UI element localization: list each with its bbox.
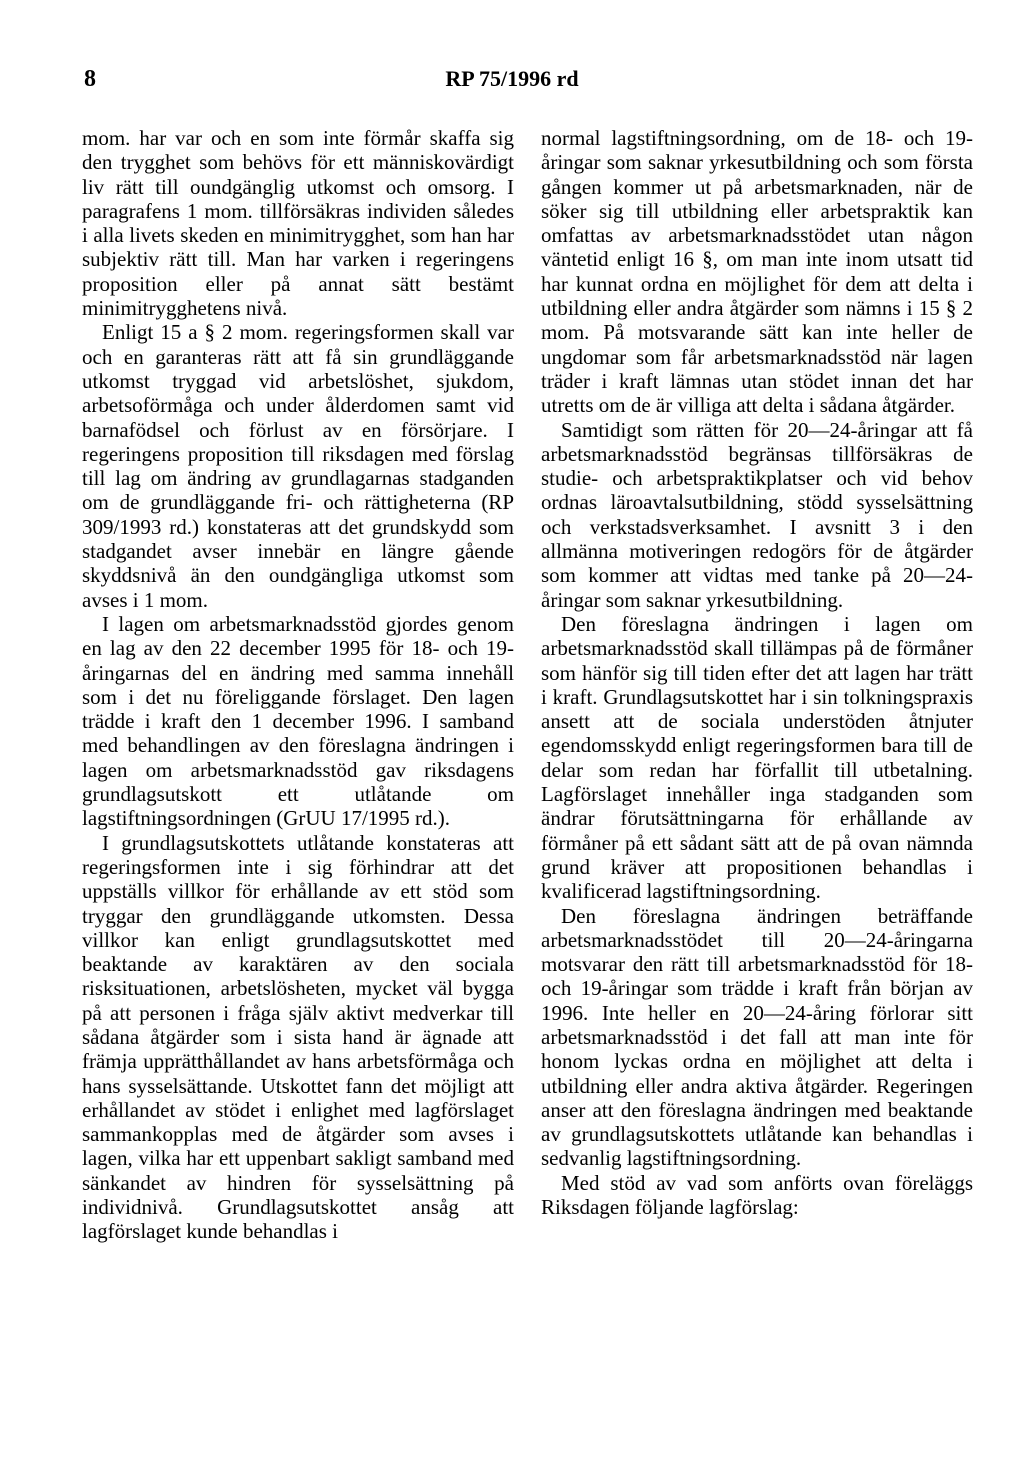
paragraph: Enligt 15 a § 2 mom. regeringsformen skall var och en garanteras rätt att få sin grundläggande utkomst tryggad vid arbetslöshet, sjukdom, arbetsoförmåga och under ålderdomen samt vid barnafödsel och förlust av en försörjare. I regeringens proposition till riksdagen med förslag till lag om ändring av grundlagarnas stadganden om de grundläggande fri- och rättigheterna (RP 309/1993 rd.) konstateras att det grundskydd som stadgandet avser innebär en längre gående skyddsnivå än den oundgängliga utkomst som avses i 1 mom. <box>82 320 514 612</box>
paragraph: I lagen om arbetsmarknadsstöd gjordes genom en lag av den 22 december 1995 för 18- och 19-åringarnas del en ändring med samma innehåll som i det nu föreliggande förslaget. Den lagen trädde i kraft den 1 december 1996. I samband med behandlingen av den föreslagna ändringen i lagen om arbetsmarknadsstöd gav riksdagens grundlagsutskott ett utlåtande om lagstiftningsordningen (GrUU 17/1995 rd.). <box>82 611 514 831</box>
paragraph: Den föreslagna ändringen i lagen om arbetsmarknadsstöd skall tillämpas på de förmåner som hänför sig till tiden efter det att lagen har trätt i kraft. Grundlagsutskottet har i sin tolkningspraxis ansett att de sociala understöden åtnjuter egendomsskydd enligt regeringsformen bara till de delar som redan har förfallit till utbetalning. Lagförslaget innehåller inga stadganden som ändrar förutsättningarna för erhållande av förmåner på ett sådant sätt att de på ovan nämnda grund kräver att propositionen behandlas i kvalificerad lagstiftningsordning. <box>541 611 973 904</box>
paragraph: Med stöd av vad som anförts ovan föreläggs Riksdagen följande lagförslag: <box>541 1170 973 1220</box>
page-number: 8 <box>84 66 96 92</box>
paragraph: I grundlagsutskottets utlåtande konstateras att regeringsformen inte i sig förhindrar att det uppställs villkor för erhållande av ett stöd som tryggar den grundläggande utkomsten. Dessa villkor kan enligt grundlagsutskottet med beaktande av karaktären av den sociala risksituationen, arbetslösheten, mycket väl bygga på att personen i fråga själv aktivt medverkar till sådana åtgärder som i sista hand är ägnade att främja upprätthållandet av hans arbetsförmåga och hans sysselsättande. Utskottet fann det möjligt att erhållandet av stödet i enlighet med lagförslaget sammankopplas med de åtgärder som avses i lagen, vilka har ett uppenbart sakligt samband med sänkandet av hindren för sysselsättning på individnivå. Grundlagsutskottet ansåg att lagförslaget kunde behandlas i <box>82 830 514 1244</box>
paragraph: Samtidigt som rätten för 20—24-åringar att få arbetsmarknadsstöd begränsas tillförsäkras de studie- och arbetspraktikplatser och vid behov ordnas läroavtalsutbildning, stödd sysselsättning och verkstadsverksamhet. I avsnitt 3 i den allmänna motiveringen redogörs för de åtgärder som kommer att vidtas med tanke på 20—24-åringar som saknar yrkesutbildning. <box>541 417 973 612</box>
paragraph: mom. har var och en som inte förmår skaffa sig den trygghet som behövs för ett människovärdigt liv rätt till oundgänglig utkomst och omsorg. I paragrafens 1 mom. tillförsäkras individen således i alla livets skeden en minimitrygghet, som han har subjektiv rätt till. Man har varken i regeringens proposition eller på annat sätt bestämt minimitrygghetens nivå. <box>82 126 514 321</box>
running-head: RP 75/1996 rd <box>445 66 579 91</box>
paragraph: Den föreslagna ändringen beträffande arbetsmarknadsstödet till 20—24-åringarna motsvarar den rätt till arbetsmarknadsstöd för 18- och 19-åringar som trädde i kraft från början av 1996. Inte heller en 20—24-åring förlorar sitt arbetsmarknadsstöd i det fall att man inte för honom lyckas ordna en möjlighet att delta i utbildning eller andra aktiva åtgärder. Regeringen anser att den föreslagna ändringen med beaktande av grundlagsutskottets utlåtande kan behandlas i sedvanlig lagstiftningsordning. <box>541 903 973 1171</box>
right-column <box>541 126 973 1219</box>
paragraph: normal lagstiftningsordning, om de 18- och 19-åringar som saknar yrkesutbildning och som första gången kommer ut på arbetsmarknaden, när de söker sig till utbildning eller arbetspraktik kan omfattas av arbetsmarknadsstödet utan någon väntetid enligt 16 §, om man inte inom utsatt tid har kunnat ordna en möjlighet för dem att delta i utbildning eller andra åtgärder som nämns i 15 § 2 mom. På motsvarande sätt kan inte heller de ungdomar som får arbetsmarknadsstöd när lagen träder i kraft lämnas utan stödet innan det har utretts om de är villiga att delta i sådana åtgärder. <box>541 126 973 418</box>
left-column <box>82 126 514 1244</box>
